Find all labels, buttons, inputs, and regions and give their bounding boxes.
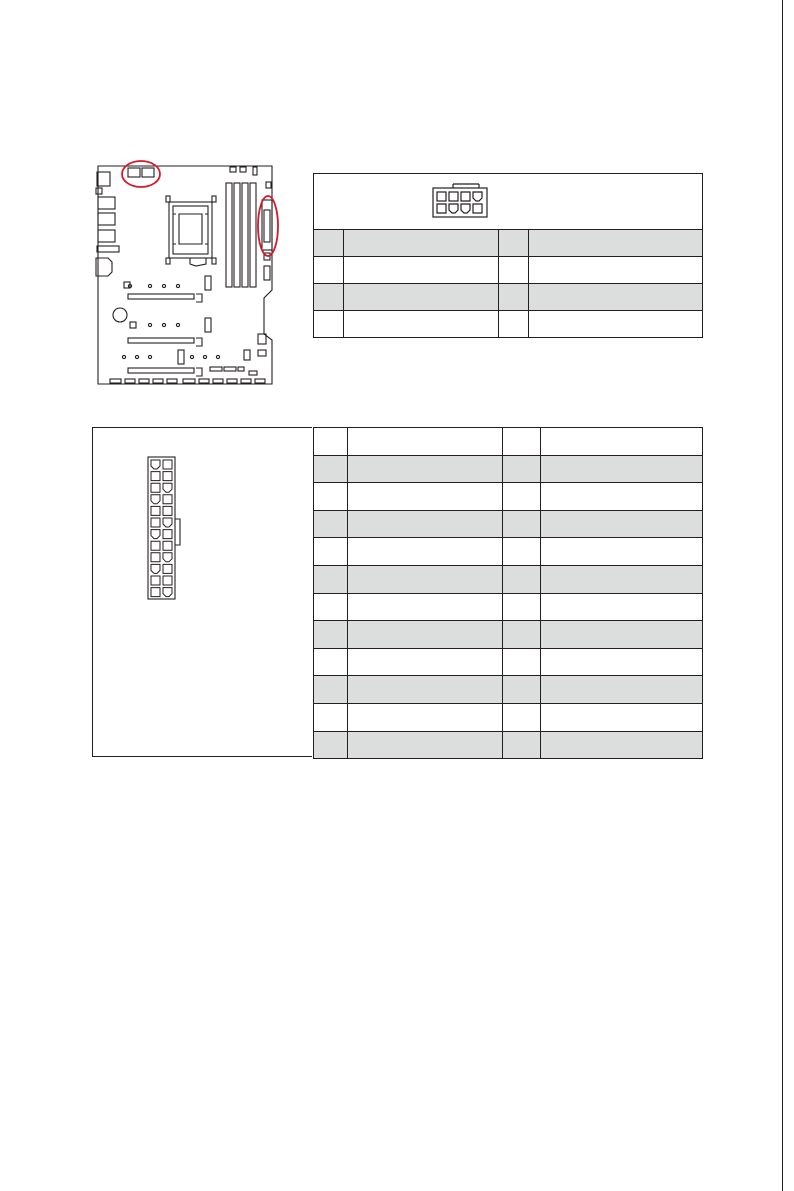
pin-number: [503, 648, 541, 676]
table-row: [314, 731, 703, 759]
connector-pin-cell: [163, 506, 172, 515]
table-row: [314, 703, 703, 731]
table-row: [314, 311, 703, 338]
pin-number: [314, 510, 348, 538]
pin-number: [503, 455, 541, 483]
pin-number: [314, 703, 348, 731]
connector-pin-cell: [163, 564, 172, 573]
connector-pin-cell: [163, 530, 172, 539]
connector-pin-cell: [163, 518, 172, 527]
signal-name: [541, 565, 703, 593]
table-row: [314, 676, 703, 704]
signal-name: [348, 483, 503, 511]
connector-pin-cell: [163, 460, 172, 469]
signal-name: [344, 311, 499, 338]
connector-pin-cell: [163, 472, 172, 481]
atx-power-pinout-table: [313, 427, 703, 759]
signal-name: [348, 565, 503, 593]
connector-pin-cell: [163, 541, 172, 550]
signal-name: [529, 257, 703, 284]
pin-number: [314, 428, 348, 456]
pin-number: [503, 483, 541, 511]
connector-pin-cell: [163, 588, 172, 597]
connector-pin-cell: [151, 483, 160, 492]
pin-number: [314, 455, 348, 483]
signal-name: [541, 428, 703, 456]
pin-number: [314, 731, 348, 759]
table-row: [314, 538, 703, 566]
signal-name: [344, 230, 499, 257]
signal-name: [529, 284, 703, 311]
connector-pin-cell: [163, 553, 172, 562]
signal-name: [541, 621, 703, 649]
connector-pin-cell: [163, 483, 172, 492]
pin-number: [499, 230, 529, 257]
pin-number: [503, 510, 541, 538]
signal-name: [344, 284, 499, 311]
signal-name: [541, 538, 703, 566]
connector-pin-cell: [151, 588, 160, 597]
connector-pin-cell: [151, 530, 160, 539]
signal-name: [541, 731, 703, 759]
connector-pin-cell: [151, 518, 160, 527]
table-row: [314, 648, 703, 676]
signal-name: [541, 510, 703, 538]
signal-name: [348, 731, 503, 759]
connector-pin-cell: [151, 541, 160, 550]
pin-number: [499, 257, 529, 284]
pin-number: [314, 538, 348, 566]
signal-name: [348, 428, 503, 456]
pin-number: [314, 621, 348, 649]
pin-number: [314, 648, 348, 676]
pin-number: [314, 284, 344, 311]
pin-number: [503, 593, 541, 621]
pin-number: [499, 311, 529, 338]
table-row: [314, 621, 703, 649]
table-row: [314, 455, 703, 483]
signal-name: [348, 510, 503, 538]
pin-number: [314, 676, 348, 704]
signal-name: [348, 648, 503, 676]
connector-pin-cell: [151, 564, 160, 573]
cpu-power-pinout-table: [313, 173, 703, 338]
signal-name: [348, 455, 503, 483]
pin-number: [499, 284, 529, 311]
pin-number: [503, 538, 541, 566]
connector-pin-cell: [151, 553, 160, 562]
connector-pin-cell: [163, 576, 172, 585]
signal-name: [541, 455, 703, 483]
signal-name: [541, 703, 703, 731]
table-row: [314, 428, 703, 456]
table-row: [314, 257, 703, 284]
pin-number: [314, 483, 348, 511]
signal-name: [348, 621, 503, 649]
connector-pin-cell: [151, 460, 160, 469]
signal-name: [541, 648, 703, 676]
table-row: [314, 230, 703, 257]
pin-number: [503, 621, 541, 649]
atx-power-connector-marker: [258, 196, 278, 256]
pin-number: [314, 565, 348, 593]
signal-name: [344, 257, 499, 284]
signal-name: [541, 483, 703, 511]
cpu-power-table-header: [314, 174, 703, 230]
connector-pin-cell: [151, 495, 160, 504]
pin-number: [314, 311, 344, 338]
pin-number: [503, 676, 541, 704]
cpu-power-icon-cell: [314, 174, 703, 230]
pin-number: [503, 428, 541, 456]
signal-name: [348, 703, 503, 731]
pin-number: [503, 565, 541, 593]
24-pin-connector-icon: [145, 455, 190, 601]
pin-number: [503, 731, 541, 759]
connector-pin-cell: [151, 576, 160, 585]
signal-name: [541, 593, 703, 621]
signal-name: [348, 676, 503, 704]
table-row: [314, 510, 703, 538]
signal-name: [529, 311, 703, 338]
table-row: [314, 565, 703, 593]
pin-number: [314, 257, 344, 284]
signal-name: [541, 676, 703, 704]
atx-power-icon-cell: [92, 427, 312, 757]
signal-name: [529, 230, 703, 257]
8-pin-connector-icon: [430, 183, 490, 219]
connector-pin-cell: [151, 472, 160, 481]
signal-name: [348, 593, 503, 621]
pin-number: [314, 593, 348, 621]
signal-name: [348, 538, 503, 566]
connector-pin-cell: [151, 506, 160, 515]
pin-number: [314, 230, 344, 257]
table-row: [314, 593, 703, 621]
connector-pin-cell: [163, 495, 172, 504]
table-row: [314, 284, 703, 311]
table-row: [314, 483, 703, 511]
pin-number: [503, 703, 541, 731]
